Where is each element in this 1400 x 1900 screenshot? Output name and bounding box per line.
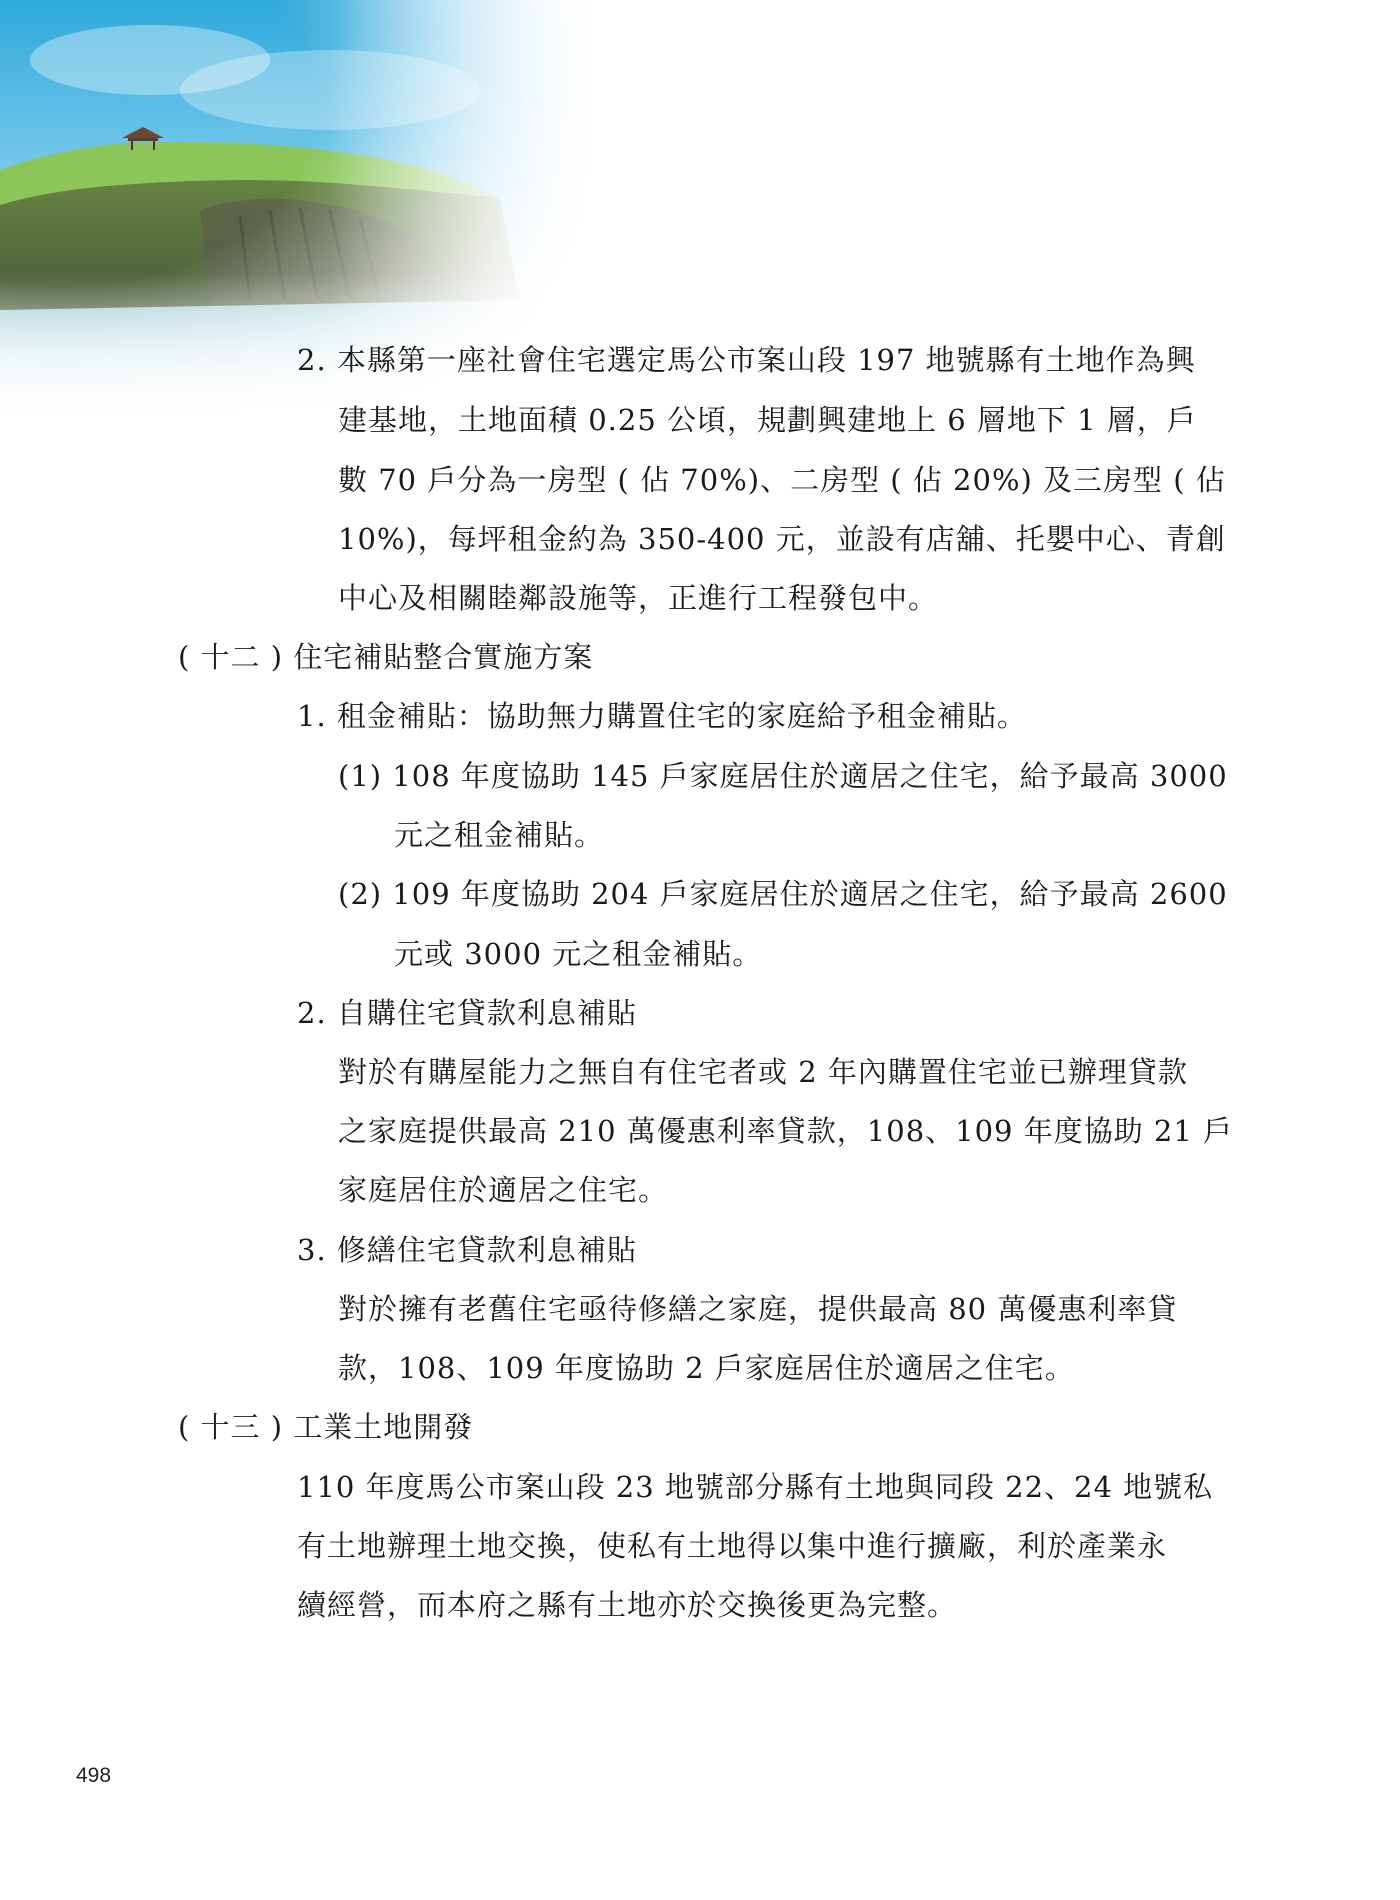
text-line: 建基地，土地面積 0.25 公頃，規劃興建地上 6 層地下 1 層，戶 — [338, 403, 1197, 437]
section-heading: ( 十三 ) 工業土地開發 — [178, 1410, 474, 1444]
text-line: 續經營，而本府之縣有土地亦於交換後更為完整。 — [297, 1588, 958, 1622]
text-line: 元之租金補貼。 — [394, 818, 605, 852]
text-line: 家庭居住於適居之住宅。 — [338, 1173, 669, 1207]
text-line: 中心及相關睦鄰設施等，正進行工程發包中。 — [338, 581, 939, 615]
text-line: 對於有購屋能力之無自有住宅者或 2 年內購置住宅並已辦理貸款 — [338, 1055, 1188, 1089]
text-line: 數 70 戶分為一房型 ( 佔 70%)、二房型 ( 佔 20%) 及三房型 ( 佔 — [338, 463, 1226, 497]
text-line: (2) 109 年度協助 204 戶家庭居住於適居之住宅，給予最高 2600 — [338, 877, 1228, 911]
text-line: 之家庭提供最高 210 萬優惠利率貸款，108、109 年度協助 21 戶 — [338, 1114, 1234, 1148]
text-line: (1) 108 年度協助 145 戶家庭居住於適居之住宅，給予最高 3000 — [338, 759, 1228, 793]
text-line: 1. 租金補貼：協助無力購置住宅的家庭給予租金補貼。 — [297, 699, 1027, 733]
text-line: 110 年度馬公市案山段 23 地號部分縣有土地與同段 22、24 地號私 — [297, 1470, 1214, 1504]
text-line: 2. 自購住宅貸款利息補貼 — [297, 996, 637, 1030]
text-line: 有土地辦理土地交換，使私有土地得以集中進行擴廠，利於產業永 — [297, 1529, 1168, 1563]
section-heading: ( 十二 ) 住宅補貼整合實施方案 — [178, 640, 594, 674]
page-number: 498 — [76, 1764, 112, 1787]
text-line: 款，108、109 年度協助 2 戶家庭居住於適居之住宅。 — [338, 1351, 1075, 1385]
text-line: 元或 3000 元之租金補貼。 — [394, 937, 763, 971]
text-line: 10%)，每坪租金約為 350-400 元，並設有店舖、托嬰中心、青創 — [338, 522, 1226, 556]
text-line: 3. 修繕住宅貸款利息補貼 — [297, 1233, 637, 1267]
text-line: 對於擁有老舊住宅亟待修繕之家庭，提供最高 80 萬優惠利率貸 — [338, 1292, 1178, 1326]
text-line: 2. 本縣第一座社會住宅選定馬公市案山段 197 地號縣有土地作為興 — [297, 343, 1196, 377]
